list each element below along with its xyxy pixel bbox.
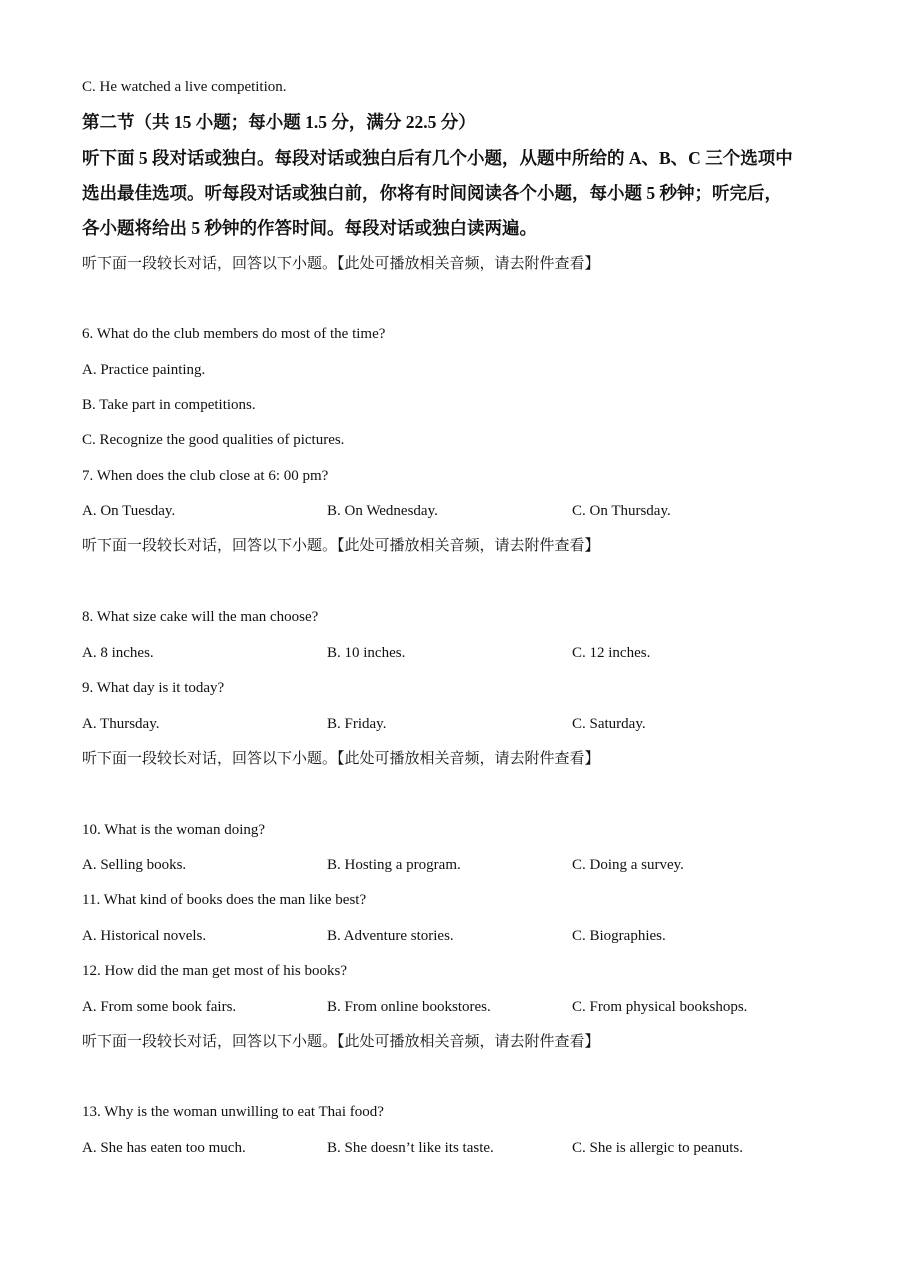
question-13-option-c: C. She is allergic to peanuts.	[572, 1140, 743, 1156]
question-6-option-a: A. Practice painting.	[82, 362, 206, 378]
question-11-option-c: C. Biographies.	[572, 928, 666, 944]
section-instructions-line-1: 听下面 5 段对话或独白。每段对话或独白后有几个小题，从题中所给的 A、B、C 三个选项中	[82, 148, 793, 168]
question-10-option-b: B. Hosting a program.	[327, 857, 461, 873]
question-10-option-c: C. Doing a survey.	[572, 857, 684, 873]
question-8-stem: 8. What size cake will the man choose?	[82, 609, 319, 625]
question-11-option-b: B. Adventure stories.	[327, 928, 454, 944]
question-7-option-a: A. On Tuesday.	[82, 503, 176, 519]
question-12-stem: 12. How did the man get most of his books?	[82, 963, 347, 979]
section-instructions-line-2: 选出最佳选项。听每段对话或独白前，你将有时间阅读各个小题，每小题 5 秒钟；听完后，	[82, 183, 782, 203]
audio-note: 听下面一段较长对话，回答以下小题。【此处可播放相关音频，请去附件查看】	[82, 538, 600, 554]
question-7-stem: 7. When does the club close at 6: 00 pm?	[82, 468, 329, 484]
audio-note: 听下面一段较长对话，回答以下小题。【此处可播放相关音频，请去附件查看】	[82, 256, 600, 272]
question-9-option-a: A. Thursday.	[82, 716, 160, 732]
question-12-option-b: B. From online bookstores.	[327, 999, 491, 1015]
audio-note: 听下面一段较长对话，回答以下小题。【此处可播放相关音频，请去附件查看】	[82, 1034, 600, 1050]
question-13-option-a: A. She has eaten too much.	[82, 1140, 246, 1156]
question-11-stem: 11. What kind of books does the man like best?	[82, 892, 367, 908]
question-8-option-c: C. 12 inches.	[572, 645, 651, 661]
question-13-stem: 13. Why is the woman unwilling to eat Thai food?	[82, 1104, 384, 1120]
question-12-option-c: C. From physical bookshops.	[572, 999, 748, 1015]
question-9-option-c: C. Saturday.	[572, 716, 646, 732]
prev-question-option-c: C. He watched a live competition.	[82, 79, 287, 95]
audio-note: 听下面一段较长对话，回答以下小题。【此处可播放相关音频，请去附件查看】	[82, 751, 600, 767]
question-6-option-b: B. Take part in competitions.	[82, 397, 256, 413]
question-9-option-b: B. Friday.	[327, 716, 387, 732]
question-10-option-a: A. Selling books.	[82, 857, 187, 873]
question-7-option-c: C. On Thursday.	[572, 503, 671, 519]
question-9-stem: 9. What day is it today?	[82, 680, 225, 696]
question-6-stem: 6. What do the club members do most of the time?	[82, 326, 386, 342]
question-10-stem: 10. What is the woman doing?	[82, 822, 266, 838]
question-11-option-a: A. Historical novels.	[82, 928, 207, 944]
question-12-option-a: A. From some book fairs.	[82, 999, 237, 1015]
section-title: 第二节（共 15 小题；每小题 1.5 分，满分 22.5 分）	[82, 112, 476, 132]
question-6-option-c: C. Recognize the good qualities of pictures.	[82, 432, 345, 448]
question-8-option-a: A. 8 inches.	[82, 645, 154, 661]
question-7-option-b: B. On Wednesday.	[327, 503, 438, 519]
question-8-option-b: B. 10 inches.	[327, 645, 406, 661]
section-instructions-line-3: 各小题将给出 5 秒钟的作答时间。每段对话或独白读两遍。	[82, 218, 537, 238]
question-13-option-b: B. She doesn’t like its taste.	[327, 1140, 494, 1156]
